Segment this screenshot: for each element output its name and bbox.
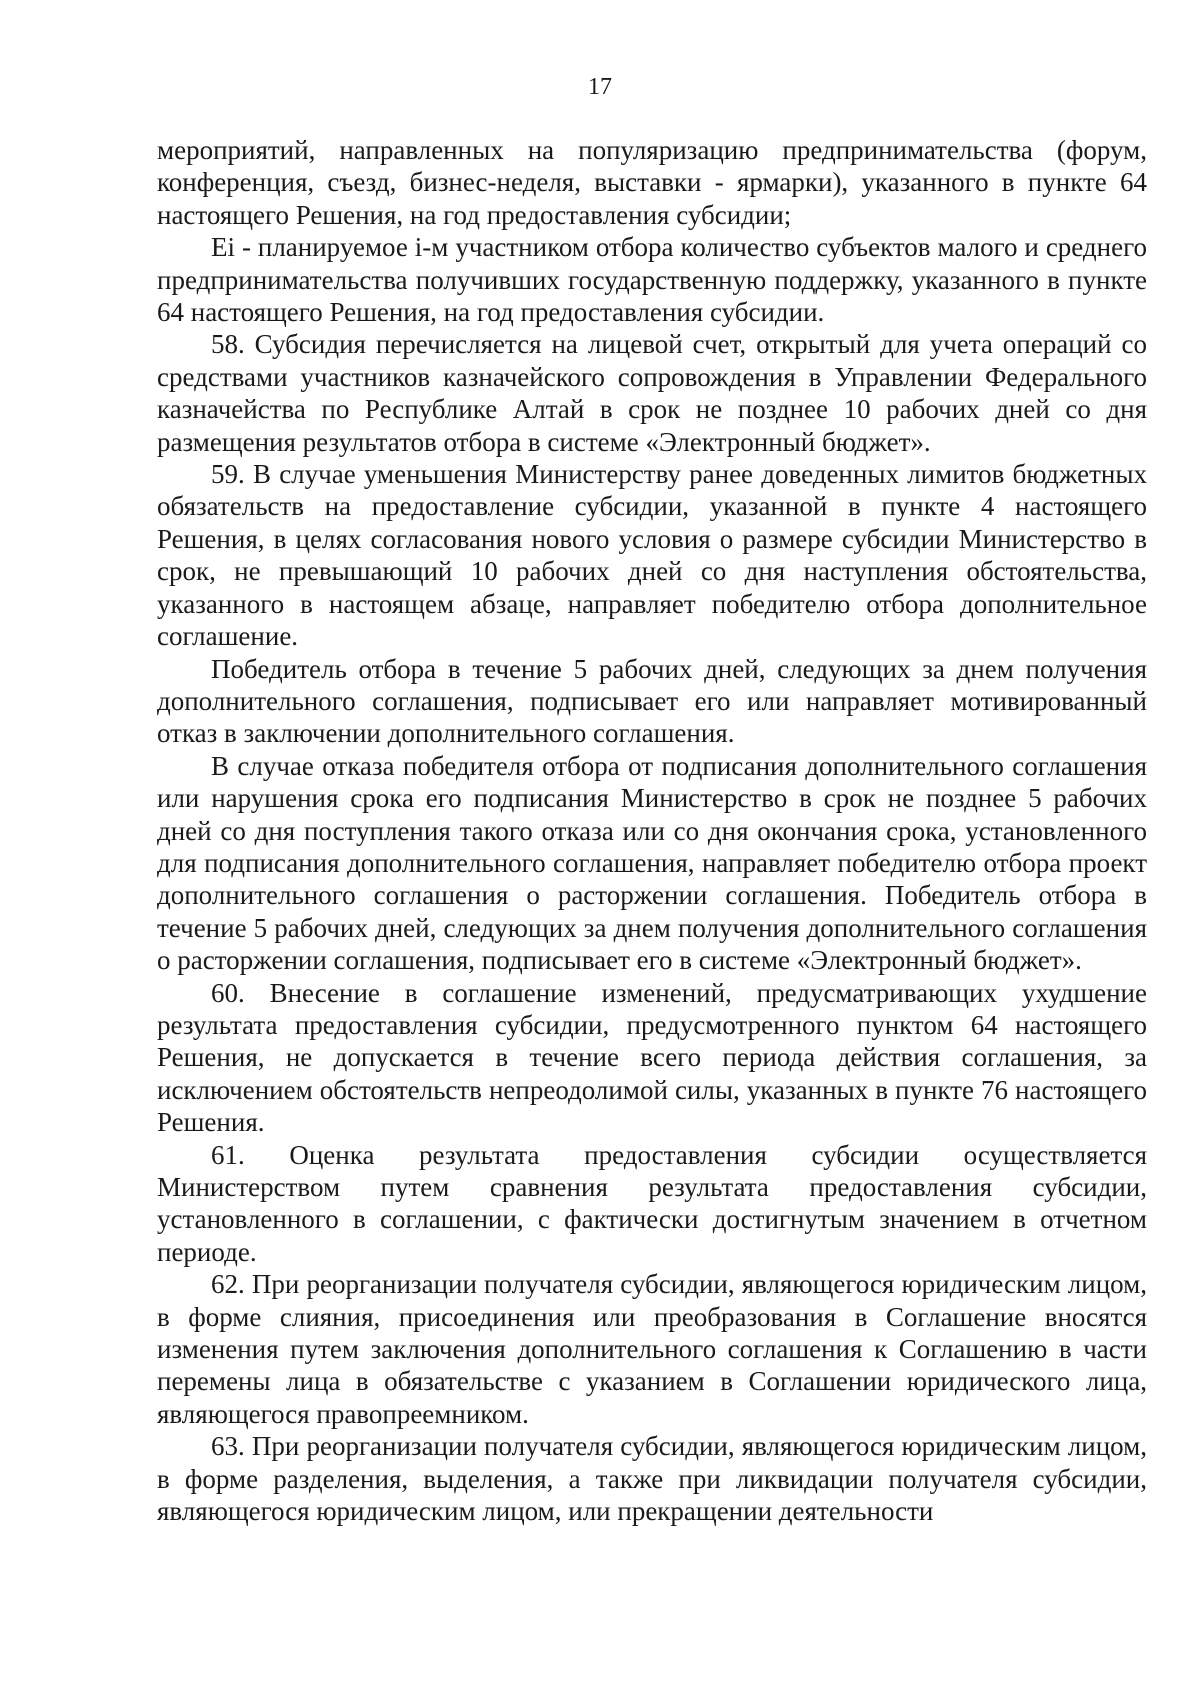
paragraph-58: 58. Субсидия перечисляется на лицевой счет, открытый для учета операций со средствами участников казначейского сопровождения в Управлении Федерального казначейства по Республике Алтай в срок не позднее 10 рабочих дней со дня размещения результатов отбора в системе «Электронный бюджет». (157, 329, 1147, 457)
document-body (157, 134, 1147, 1527)
paragraph-63: 63. При реорганизации получателя субсидии, являющегося юридическим лицом, в форме разделения, выделения, а также при ликвидации получателя субсидии, являющегося юридическим лицом, или прекращении деятельности (157, 1431, 1147, 1527)
page-number: 17 (588, 74, 612, 100)
paragraph-60: 60. Внесение в соглашение изменений, предусматривающих ухудшение результата предоставления субсидии, предусмотренного пунктом 64 настоящего Решения, не допускается в течение всего периода действия соглашения, за исключением обстоятельств непреодолимой силы, указанных в пункте 76 настоящего Решения. (157, 977, 1147, 1138)
paragraph-62: 62. При реорганизации получателя субсидии, являющегося юридическим лицом, в форме слияния, присоединения или преобразования в Соглашение вносятся изменения путем заключения дополнительного соглашения к Соглашению в части перемены лица в обязательстве с указанием в Соглашении юридического лица, являющегося правопреемником. (157, 1269, 1147, 1429)
paragraph-continuation: мероприятий, направленных на популяризацию предпринимательства (форум, конференция, съезд, бизнес-неделя, выставки - ярмарки), указанного в пункте 64 настоящего Решения, на год предоставления субсидии; (157, 135, 1147, 230)
paragraph-59-refusal: В случае отказа победителя отбора от подписания дополнительного соглашения или нарушения срока его подписания Министерство в срок не позднее 5 рабочих дней со дня поступления такого отказа или со дня окончания срока, установленного для подписания дополнительного соглашения, направляет победителю отбора проект дополнительного соглашения о расторжении соглашения. Победитель отбора в течение 5 рабочих дней, следующих за днем получения дополнительного соглашения о расторжении соглашения, подписывает его в системе «Электронный бюджет». (157, 750, 1147, 976)
paragraph-59-winner-signing: Победитель отбора в течение 5 рабочих дней, следующих за днем получения дополнительного соглашения, подписывает его или направляет мотивированный отказ в заключении дополнительного соглашения. (157, 653, 1147, 749)
paragraph-61: 61. Оценка результата предоставления субсидии осуществляется Министерством путем сравнения результата предоставления субсидии, установленного в соглашении, с фактически достигнутым значением в отчетном периоде. (157, 1139, 1147, 1267)
paragraph-59: 59. В случае уменьшения Министерству ранее доведенных лимитов бюджетных обязательств на предоставление субсидии, указанной в пункте 4 настоящего Решения, в целях согласования нового условия о размере субсидии Министерство в срок, не превышающий 10 рабочих дней со дня наступления обстоятельства, указанного в настоящем абзаце, направляет победителю отбора дополнительное соглашение. (157, 459, 1147, 652)
paragraph-ei-definition: Ei - планируемое i-м участником отбора количество субъектов малого и среднего предпринимательства получивших государственную поддержку, указанного в пункте 64 настоящего Решения, на год предоставления субсидии. (157, 232, 1147, 328)
